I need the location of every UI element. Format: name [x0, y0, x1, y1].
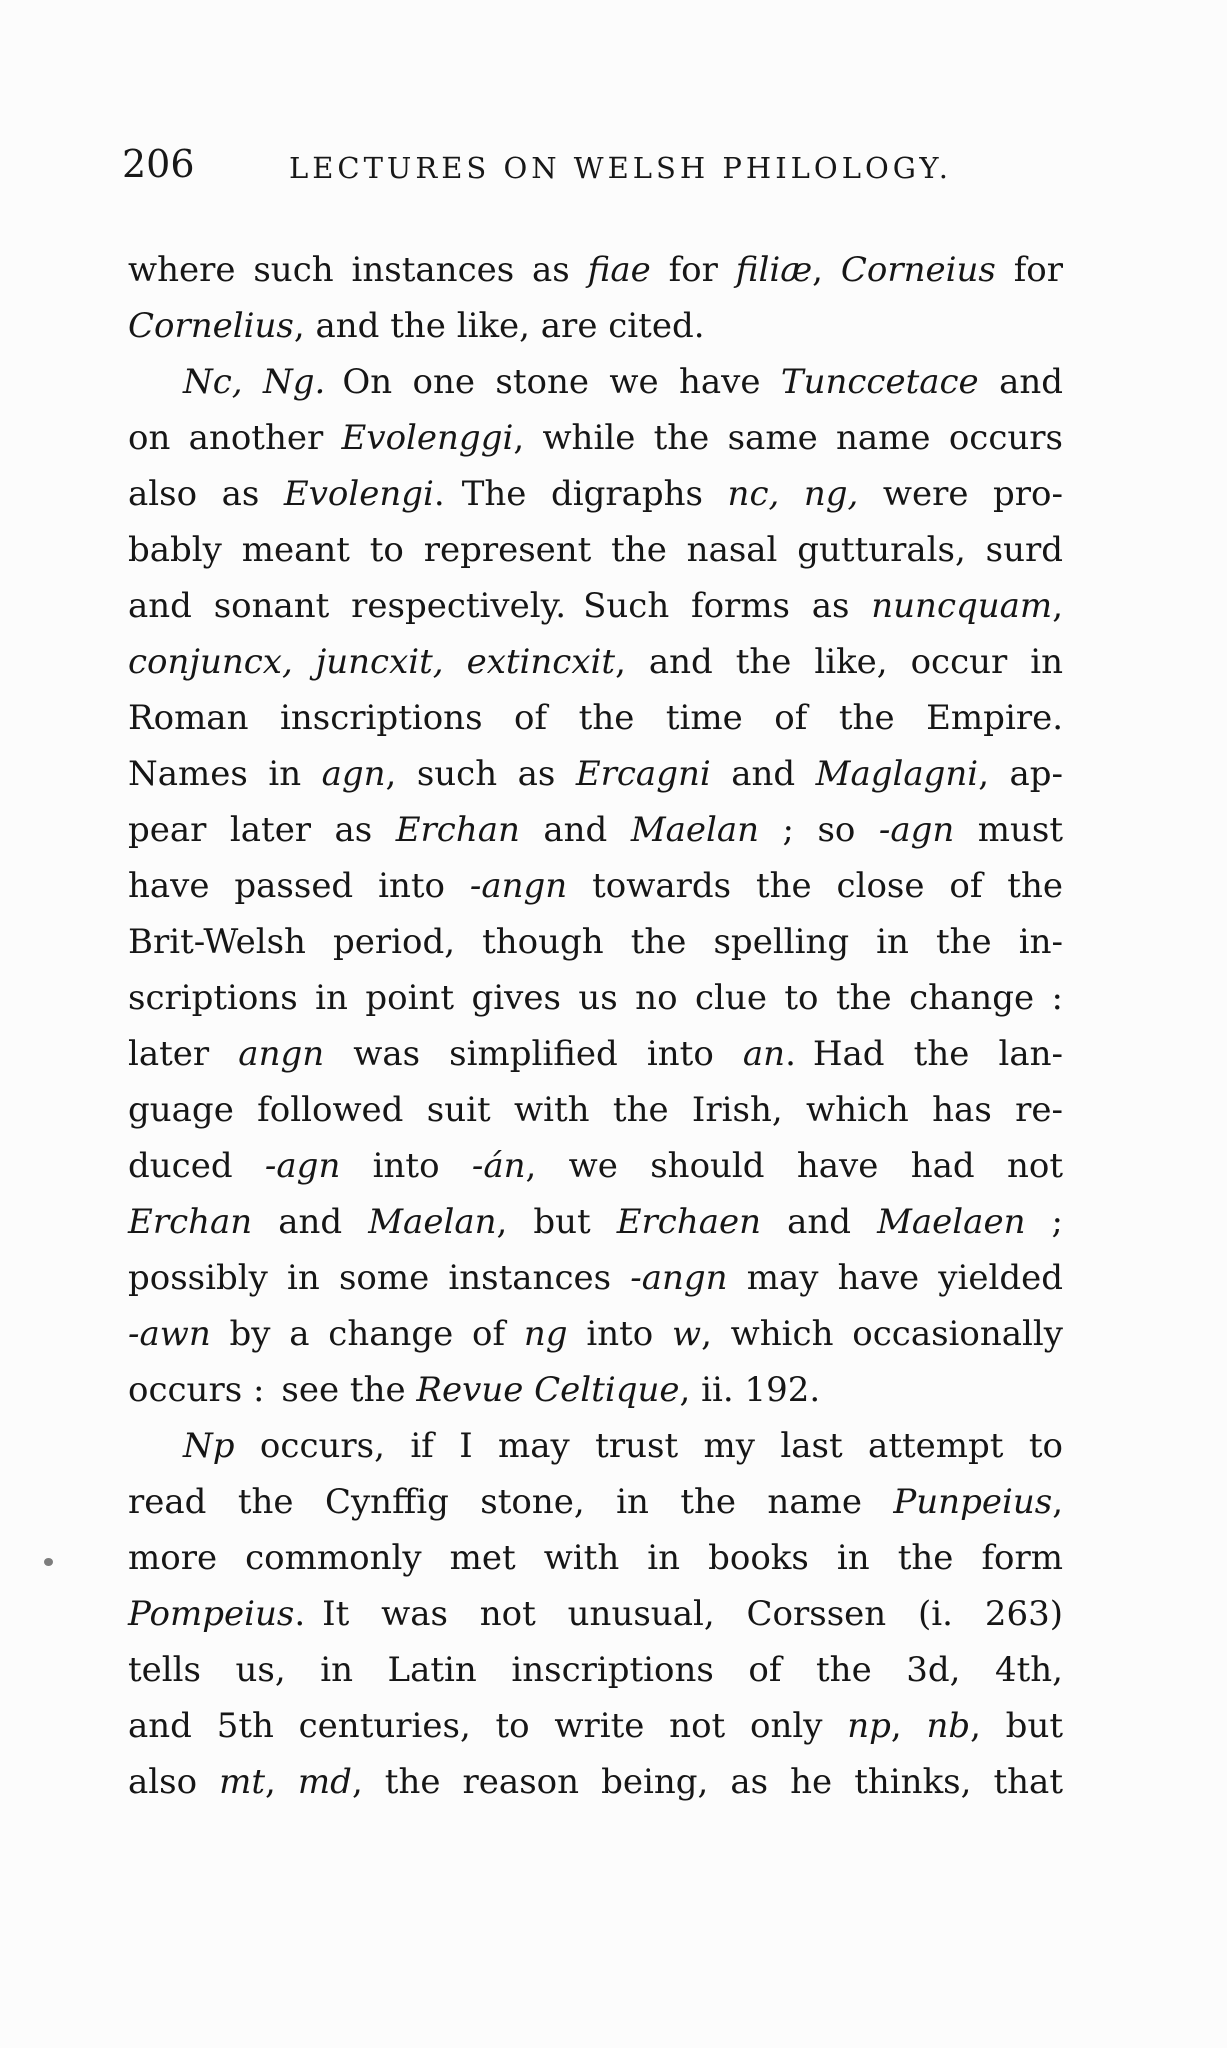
italic-text-run: conjuncx, juncxit, extincxit	[128, 642, 616, 682]
italic-text-run: Punpeius	[893, 1482, 1053, 1522]
text-run: later	[128, 1034, 239, 1074]
text-run: . It was not unusual, Corssen (i. 263)	[294, 1594, 1063, 1634]
text-run: guage followed suit with the Irish, which has re-	[128, 1090, 1063, 1130]
italic-text-run: Erchaen	[616, 1202, 762, 1242]
italic-text-run: an	[742, 1034, 786, 1074]
text-run: ,	[890, 1706, 927, 1746]
text-run: ,	[265, 1762, 298, 1802]
italic-text-run: agn	[321, 754, 386, 794]
running-title: LECTURES ON WELSH PHILOLOGY.	[288, 151, 953, 185]
text-run: read the Cynffig stone, in the name	[128, 1482, 894, 1522]
text-run: , such as	[385, 754, 576, 794]
text-run: , but	[970, 1706, 1063, 1746]
text-line	[128, 1474, 1063, 1530]
text-run: , the reason being, as he thinks, that	[351, 1762, 1063, 1802]
italic-text-run: ng	[523, 1314, 568, 1354]
text-run: , ii. 192.	[679, 1370, 821, 1410]
text-line	[128, 1306, 1063, 1362]
text-line	[128, 1698, 1063, 1754]
text-block	[128, 242, 1063, 1810]
text-line	[128, 466, 1063, 522]
text-run: and	[761, 1202, 878, 1242]
text-run: and	[252, 1202, 369, 1242]
italic-text-run: Tunccetace	[780, 362, 979, 402]
text-line	[128, 354, 1063, 410]
text-line	[128, 1530, 1063, 1586]
text-run: Roman inscriptions of the time of the Empire.	[128, 698, 1063, 738]
text-run: . Had the lan-	[785, 1034, 1063, 1074]
italic-text-run: Maelaen	[877, 1202, 1026, 1242]
text-run: must	[954, 810, 1064, 850]
text-line	[128, 1026, 1063, 1082]
italic-text-run: Evolenggi	[341, 418, 514, 458]
text-run: may have yielded	[727, 1258, 1064, 1298]
text-line	[128, 1362, 1063, 1418]
text-line	[128, 1642, 1063, 1698]
text-run: towards the close of the	[567, 866, 1063, 906]
italic-text-run: Erchan	[128, 1202, 253, 1242]
text-run: for	[995, 250, 1064, 290]
text-run: was simplified into	[324, 1034, 743, 1074]
italic-text-run: Ercagni	[575, 754, 711, 794]
text-run: , ap-	[978, 754, 1064, 794]
italic-text-run: Pompeius	[128, 1594, 295, 1634]
text-line	[128, 746, 1063, 802]
text-line	[128, 1250, 1063, 1306]
italic-text-run: -awn	[128, 1314, 211, 1354]
text-line	[128, 298, 1063, 354]
text-run: where such instances as	[128, 250, 588, 290]
text-run: , and the like, are cited.	[293, 306, 705, 346]
text-run: on another	[128, 418, 342, 458]
italic-text-run: np	[847, 1706, 891, 1746]
text-line	[128, 1082, 1063, 1138]
italic-text-run: -agn	[878, 810, 955, 850]
text-run: were pro-	[858, 474, 1063, 514]
text-run: . The digraphs	[433, 474, 728, 514]
text-run: ,	[1052, 586, 1063, 626]
text-run: occurs : see the	[128, 1370, 417, 1410]
text-run: into	[567, 1314, 672, 1354]
italic-text-run: -án	[471, 1146, 526, 1186]
italic-text-run: Nc, Ng.	[183, 362, 326, 402]
italic-text-run: -angn	[630, 1258, 728, 1298]
text-run: ;	[1025, 1202, 1063, 1242]
text-line	[128, 970, 1063, 1026]
italic-text-run: md	[297, 1762, 352, 1802]
text-run: into	[340, 1146, 472, 1186]
text-line	[128, 522, 1063, 578]
text-line	[128, 634, 1063, 690]
italic-text-run: fiae	[587, 250, 651, 290]
italic-text-run: filiæ	[735, 250, 813, 290]
text-run: and	[519, 810, 631, 850]
italic-text-run: -angn	[469, 866, 568, 906]
text-run: ,	[812, 250, 841, 290]
text-run: for	[650, 250, 736, 290]
italic-text-run: angn	[238, 1034, 325, 1074]
text-run: occurs, if I may trust my last attempt to	[234, 1426, 1063, 1466]
text-line	[128, 1194, 1063, 1250]
text-run: have passed into	[128, 866, 470, 906]
text-run: more commonly met with in books in the form	[128, 1538, 1063, 1578]
text-run: , but	[496, 1202, 617, 1242]
italic-text-run: Evolengi	[283, 474, 434, 514]
text-line	[128, 1754, 1063, 1810]
text-run: bably meant to represent the nasal gutturals, surd	[128, 530, 1063, 570]
italic-text-run: nuncquam	[871, 586, 1053, 626]
italic-text-run: Erchan	[395, 810, 520, 850]
text-run: scriptions in point gives us no clue to the change :	[128, 978, 1063, 1018]
page-number: 206	[122, 142, 195, 186]
scan-speck	[44, 1558, 53, 1566]
text-run: and 5th centuries, to write not only	[128, 1706, 848, 1746]
italic-text-run: nc, ng,	[727, 474, 859, 514]
text-run: and	[978, 362, 1063, 402]
text-line	[128, 914, 1063, 970]
text-line	[128, 1586, 1063, 1642]
italic-text-run: Np	[183, 1426, 235, 1466]
text-run: and sonant respectively. Such forms as	[128, 586, 872, 626]
text-run: , while the same name occurs	[513, 418, 1063, 458]
text-run: , we should have had not	[525, 1146, 1063, 1186]
page-header	[122, 140, 1063, 190]
text-run: by a change of	[210, 1314, 524, 1354]
text-run: pear later as	[128, 810, 396, 850]
text-run: On one stone we have	[325, 362, 781, 402]
italic-text-run: mt	[219, 1762, 266, 1802]
italic-text-run: -agn	[264, 1146, 341, 1186]
text-run: Names in	[128, 754, 322, 794]
text-run: Brit-Welsh period, though the spelling in the in-	[128, 922, 1063, 962]
italic-text-run: Maelan	[368, 1202, 497, 1242]
italic-text-run: w	[672, 1314, 702, 1354]
italic-text-run: Revue Celtique	[416, 1370, 680, 1410]
text-run: , and the like, occur in	[615, 642, 1063, 682]
text-line	[128, 1138, 1063, 1194]
text-run: ; so	[759, 810, 879, 850]
text-line	[128, 410, 1063, 466]
text-line	[128, 690, 1063, 746]
italic-text-run: Cornelius	[128, 306, 294, 346]
text-run: duced	[128, 1146, 265, 1186]
italic-text-run: Maglagni	[815, 754, 979, 794]
text-run: and	[710, 754, 816, 794]
italic-text-run: Corneius	[840, 250, 996, 290]
italic-text-run: Maelan	[630, 810, 760, 850]
text-line	[128, 242, 1063, 298]
text-line	[128, 1418, 1063, 1474]
text-line	[128, 802, 1063, 858]
text-line	[128, 858, 1063, 914]
text-run: possibly in some instances	[128, 1258, 631, 1298]
italic-text-run: nb	[926, 1706, 971, 1746]
text-run: also as	[128, 474, 284, 514]
text-run: tells us, in Latin inscriptions of the 3d, 4th,	[128, 1650, 1063, 1690]
text-run: , which occasionally	[701, 1314, 1063, 1354]
text-run: ,	[1052, 1482, 1063, 1522]
text-run: also	[128, 1762, 220, 1802]
text-line	[128, 578, 1063, 634]
